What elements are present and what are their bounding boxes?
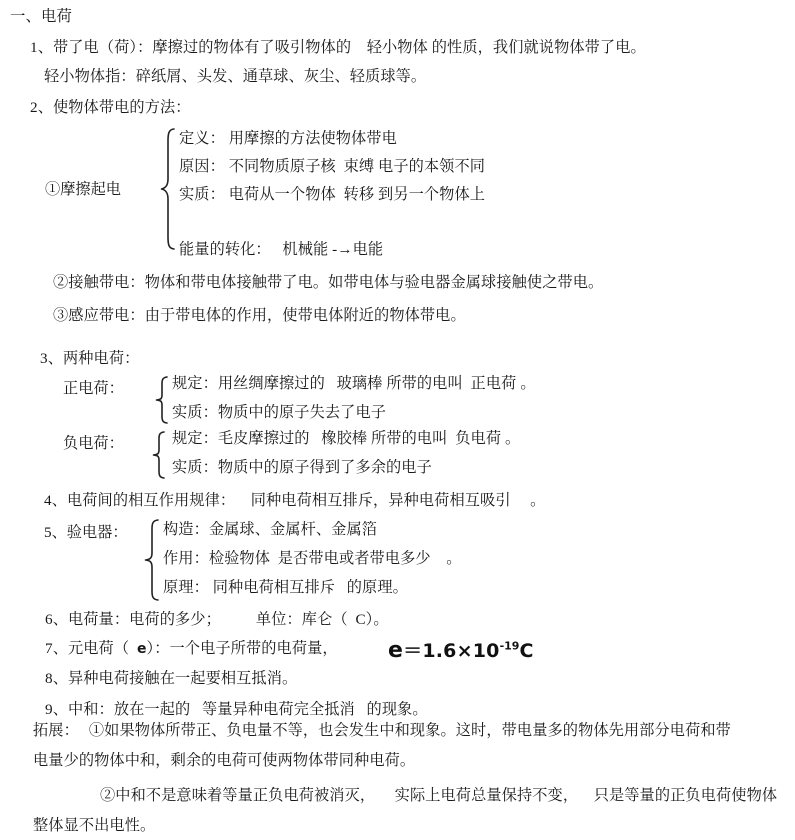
item6-line: 6、电荷量：电荷的多少； 单位：库仑（ C）。 <box>45 611 389 628</box>
item3-heading: 3、两种电荷： <box>40 350 140 367</box>
formula-times: × <box>456 640 473 662</box>
method-friction-row-3: 能量的转化： 机械能 -→电能 <box>179 241 384 258</box>
item2-heading: 2、使物体带电的方法： <box>30 99 191 116</box>
brace-positive-charge <box>155 375 169 425</box>
item9-line: 9、中和：放在一起的 等量异种电荷完全抵消 的现象。 <box>45 701 428 718</box>
item7-symbol: e <box>136 641 147 657</box>
formula-equals: ＝ <box>403 640 423 662</box>
formula-exponent: -19 <box>499 639 520 653</box>
item7-prefix: 7、元电荷（ <box>45 640 137 657</box>
positive-charge-label: 正电荷： <box>63 380 124 397</box>
elementary-charge-formula <box>388 636 534 663</box>
item7-line <box>45 640 338 657</box>
item1-line2: 轻小物体指：碎纸屑、头发、通草球、灰尘、轻质球等。 <box>44 68 427 85</box>
formula-unit: C <box>519 640 534 662</box>
page-title: 一、电荷 <box>10 8 72 25</box>
extension-point2-line1: ②中和不是意味着等量正负电荷被消灭， 实际上电荷总量保持不变， 只是等量的正负电荷使物体 <box>100 787 778 804</box>
formula-coefficient: 1.6 <box>422 640 457 662</box>
method-friction-row-1: 原因： 不同物质原子核 束缚 电子的本领不同 <box>179 158 486 175</box>
formula-symbol: e <box>388 638 404 663</box>
item5-row-1: 作用：检验物体 是否带电或者带电多少 。 <box>163 550 462 567</box>
extension-point1-line2: 电量少的物体中和，剩余的电荷可使两物体带同种电荷。 <box>33 752 416 769</box>
item5-row-0: 构造：金属球、金属杆、金属箔 <box>163 521 378 538</box>
negative-charge-label: 负电荷： <box>63 435 124 452</box>
method-induction: ③感应带电：由于带电体的作用，使带电体附近的物体带电。 <box>53 307 466 324</box>
method-friction-label: ①摩擦起电 <box>45 181 121 198</box>
method-contact: ②接触带电：物体和带电体接触带了电。如带电体与验电器金属球接触使之带电。 <box>53 274 604 291</box>
item4-line: 4、电荷间的相互作用规律： 同种电荷相互排斥，异种电荷相互吸引 。 <box>44 492 546 509</box>
brace-friction <box>160 127 176 251</box>
extension-line-1 <box>33 722 731 739</box>
extension-point2-line2: 整体显不出电性。 <box>33 817 156 834</box>
positive-charge-row-0: 规定：用丝绸摩擦过的 玻璃棒 所带的电叫 正电荷 。 <box>172 375 536 392</box>
item7-suffix: ）：一个电子所带的电荷量， <box>146 640 338 657</box>
formula-base: 10 <box>472 640 500 662</box>
negative-charge-row-1: 实质：物质中的原子得到了多余的电子 <box>172 459 432 476</box>
method-friction-row-0: 定义： 用摩擦的方法使物体带电 <box>179 130 397 147</box>
item8-line: 8、异种电荷接触在一起要相互抵消。 <box>45 670 298 687</box>
method-friction-row-2: 实质： 电荷从一个物体 转移 到另一个物体上 <box>179 186 486 203</box>
extension-label: 拓展： <box>33 722 79 739</box>
item5-row-2: 原理： 同种电荷相互排斥 的原理。 <box>163 579 408 596</box>
positive-charge-row-1: 实质：物质中的原子失去了电子 <box>172 404 387 421</box>
negative-charge-row-0: 规定：毛皮摩擦过的 橡胶棒 所带的电叫 负电荷 。 <box>172 430 521 447</box>
extension-point1-line1: ①如果物体所带正、负电量不等，也会发生中和现象。这时，带电量多的物体先用部分电荷和带 <box>88 722 731 739</box>
brace-electroscope <box>144 518 160 602</box>
item5-label: 5、验电器： <box>44 524 128 541</box>
brace-negative-charge <box>152 430 166 480</box>
item1-line1: 1、带了电（荷）：摩擦过的物体有了吸引物体的 轻小物体 的性质，我们就说物体带了电。 <box>30 39 646 56</box>
